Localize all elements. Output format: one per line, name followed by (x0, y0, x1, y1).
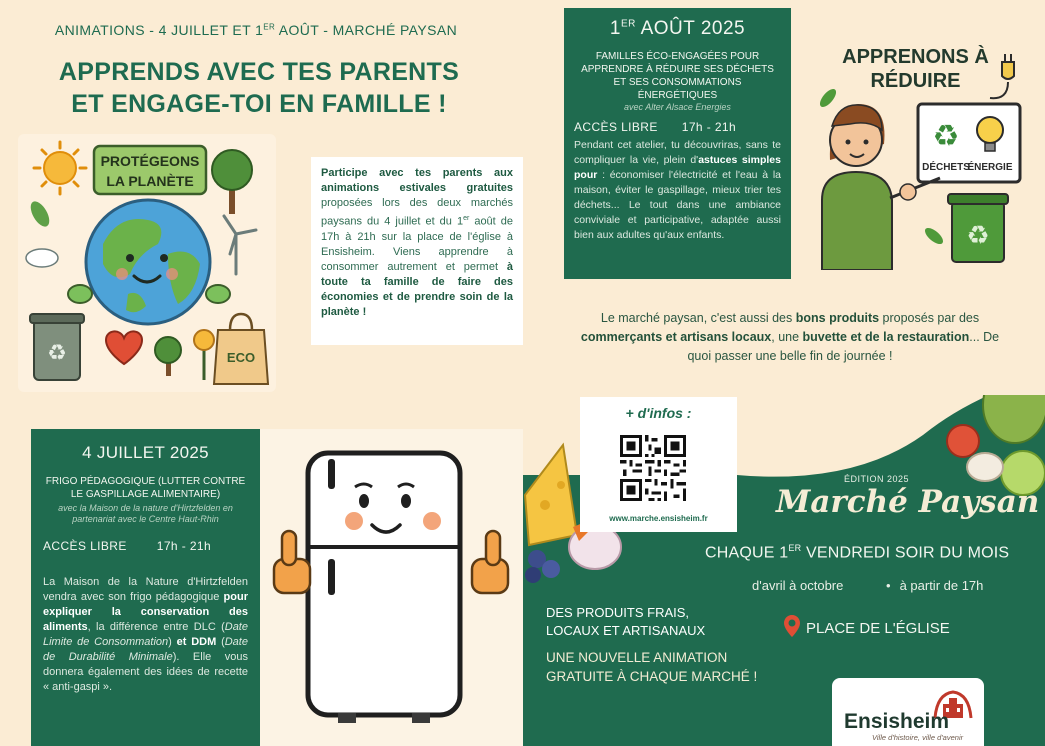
headline-line-1: APPRENDS AVEC TES PARENTS (58, 58, 460, 86)
globe-icon (86, 200, 210, 324)
location-pin-icon (783, 614, 801, 638)
sign-line-2: LA PLANÈTE (106, 173, 194, 189)
july-body-italic-1: Date Limite de Consommation (43, 621, 248, 648)
august-hours: 17h - 21h (681, 120, 737, 134)
fridge-drawing (260, 429, 523, 746)
qr-code-icon[interactable] (620, 435, 686, 501)
july-body-3: ) (168, 636, 177, 648)
board-label-waste: DÉCHETS (922, 162, 970, 173)
july-body-italic-2: Date de Durabilité Minimale (43, 636, 248, 663)
intro-text-box (311, 157, 523, 345)
svg-text:♻: ♻ (47, 340, 67, 365)
products-line-1: DES PRODUITS FRAIS, (546, 605, 690, 620)
market-text-3: , une (771, 330, 803, 344)
board-label-energy: ÉNERGIE (967, 162, 1013, 173)
market-text-4: ... De quoi passer une belle fin de journée ! (687, 330, 1000, 363)
august-date-num: 1 (609, 18, 621, 39)
heart-icon (106, 331, 142, 364)
august-access-label: ACCÈS LIBRE (574, 120, 658, 134)
animation-text (546, 648, 757, 686)
start-time-label: • à partir de 17h (886, 578, 983, 593)
market-bold-3: buvette et de la restauration (802, 330, 970, 344)
july-hours: 17h - 21h (156, 539, 212, 553)
edition-label: ÉDITION 2025 (844, 474, 910, 484)
fridge-icon (308, 453, 460, 723)
schedule-sup: ER (788, 543, 802, 553)
july-body-bold-2: et DDM (176, 636, 217, 648)
eco-bag-icon (214, 314, 268, 384)
location-label: PLACE DE L'ÉGLISE (806, 620, 950, 637)
reduce-title: APPRENONS À RÉDUIRE (842, 46, 989, 92)
tree-icon (212, 150, 252, 214)
wind-turbine-icon (224, 216, 256, 274)
leaf-icon (27, 198, 53, 229)
july-subtitle: FRIGO PÉDAGOGIQUE (LUTTER CONTRE LE GASPILLAGE ALIMENTAIRE) (45, 476, 246, 500)
july-body-5: ). Elle vous donnera également des idées de recette « anti-gaspi ». (43, 651, 248, 693)
topline-text: ANIMATIONS - 4 JUILLET ET 1 (54, 22, 264, 38)
august-body-2: : économiser l'électricité et l'eau à la maison, éviter le gaspillage, mieux trier tes déchets... Le tout dans une ambiance conviviale et participative, adaptée aussi bien aux adultes qu'aux enfants. (574, 169, 781, 241)
earth-drawing (18, 134, 276, 392)
recycle-bin-icon (30, 314, 84, 380)
july-body-bold-1: pour expliquer la conservation des aliments (43, 591, 248, 633)
page-headline (0, 56, 518, 120)
august-subtitle: FAMILLES ÉCO-ENGAGÉES POUR APPRENDRE À RÉDUIRE SES DÉCHETS ET SES CONSOMMATIONS ÉNERGÉTIQUES (581, 51, 774, 101)
july-date: 4 JUILLET 2025 (82, 443, 209, 462)
logo-name: Ensisheim (844, 710, 950, 733)
market-bold-2: commerçants et artisans locaux (580, 330, 772, 344)
august-workshop-panel (564, 8, 791, 279)
august-partner: avec Alter Alsace Energies (624, 102, 731, 112)
earth-illustration (18, 134, 276, 392)
intro-bold-1: Participe avec tes parents aux animations estivales gratuites (321, 167, 513, 194)
products-text (546, 604, 705, 640)
products-line-2: LOCAUX ET ARTISANAUX (546, 623, 706, 638)
eco-bag-label: ECO (226, 350, 256, 365)
market-description (580, 309, 1000, 366)
july-access-label: ACCÈS LIBRE (43, 539, 127, 553)
cheese-icon (525, 445, 577, 545)
logo-tagline: Ville d'histoire, ville d'avenir (872, 733, 964, 742)
market-title: Marché Paysan (776, 484, 1040, 520)
july-workshop-panel (31, 429, 260, 746)
intro-text-2: août de 17h à 21h sur la place de l'église à Ensisheim. Viens apprendre à consommer autrement et permet (321, 215, 513, 273)
bulb-icon (977, 117, 1003, 143)
intro-bold-2: à toute ta famille de faire des économies et de prendre soin de la planète ! (321, 260, 513, 318)
market-text-1: Le marché paysan, c'est aussi des (600, 311, 796, 325)
sun-icon (34, 142, 86, 194)
august-body-bold: astuces simples pour (574, 154, 781, 181)
event-topline (0, 22, 512, 38)
headline-line-2: ET ENGAGE-TOI EN FAMILLE ! (71, 90, 447, 118)
august-date-rest: AOÛT 2025 (635, 18, 746, 39)
schedule-main: CHAQUE 1 (705, 544, 789, 562)
july-partner: avec la Maison de la nature d'Hirtzfelden en partenariat avec le Centre Haut-Rhin (58, 503, 233, 524)
cloud-icon (26, 249, 58, 267)
july-access-row (43, 539, 248, 553)
flower-icon (194, 330, 214, 380)
market-text-2: proposés par des (879, 311, 980, 325)
august-body-1: Pendant cet atelier, tu découvriras, sans te compliquer la vie, plein d' (574, 139, 781, 166)
schedule-line (705, 543, 1009, 562)
qr-label: + d'infos : (625, 405, 692, 421)
market-bold-1: bons produits (795, 311, 880, 325)
august-date (574, 18, 781, 40)
intro-text-1: proposées lors des deux marchés paysans du 4 juillet et du 1 (321, 197, 513, 228)
intro-sup: er (463, 215, 470, 222)
recycle-icon: ♻ (932, 120, 960, 153)
july-description (43, 575, 248, 695)
small-tree-icon (155, 337, 181, 376)
animation-line-1: UNE NOUVELLE ANIMATION (546, 650, 728, 665)
july-body-1: La Maison de la Nature d'Hirtzfelden vendra avec son frigo pédagogique (43, 576, 248, 603)
ensisheim-logo (832, 678, 984, 746)
schedule-end: VENDREDI SOIR DU MOIS (801, 544, 1010, 562)
august-access-row (574, 120, 781, 134)
topline-sup: ER (263, 22, 276, 32)
qr-url-link[interactable]: www.marche.ensisheim.fr (609, 514, 708, 523)
qr-card (580, 397, 737, 532)
july-body-2: , la différence entre DLC ( (87, 621, 225, 633)
season-label: d'avril à octobre (752, 578, 844, 593)
animation-line-2: GRATUITE À CHAQUE MARCHÉ ! (546, 669, 758, 684)
august-date-sup: ER (620, 18, 636, 30)
august-description (574, 138, 781, 243)
july-body-4: ( (216, 636, 225, 648)
fridge-illustration (260, 429, 523, 746)
sign-line-1: PROTÉGEONS (100, 153, 200, 169)
topline-text-end: AOÛT - MARCHÉ PAYSAN (275, 22, 458, 38)
green-bin-icon (948, 194, 1008, 262)
svg-text:♻: ♻ (966, 220, 990, 250)
